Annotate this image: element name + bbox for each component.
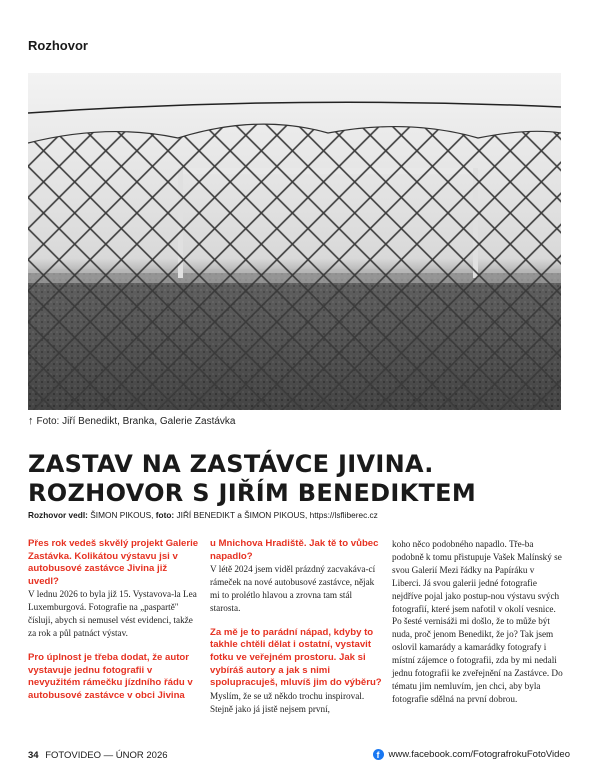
photo-label: foto: (155, 510, 175, 520)
page-number: 34 (28, 750, 39, 761)
facebook-url[interactable]: www.facebook.com/FotografrokuFotoVideo (388, 749, 570, 760)
article-column-1 (28, 538, 200, 702)
caption-text: Foto: Jiří Benedikt, Branka, Galerie Zastávka (36, 415, 236, 427)
interview-label: Rozhovor vedl: (28, 510, 88, 520)
fence-photo-image (28, 73, 561, 410)
answer-3: Myslím, že se už někdo trochu inspiroval. Stejně jako já jistě nejsem první, (210, 690, 365, 714)
facebook-icon: f (373, 749, 384, 760)
featured-photo (28, 73, 561, 410)
headline-line-1: ZASTAV NA ZASTÁVCE JIVINA. (28, 450, 434, 478)
question-2-continued: u Mnichova Hradiště. Jak tě to vůbec napadlo? (210, 538, 379, 562)
article-column-3 (392, 538, 564, 706)
page-footer (28, 750, 168, 761)
arrow-up-icon: ↑ (28, 415, 34, 427)
answer-1: V lednu 2026 to byla již 15. Vystavova-la Lea Luxemburgová. Fotografie na „paspartě" čísluji, abych si nemusel vést evidenci, takže za rok a půl patnáct výstav. (28, 589, 197, 639)
photo-names: JIŘÍ BENEDIKT a ŠIMON PIKOUS, (176, 510, 308, 520)
interview-name: ŠIMON PIKOUS, (90, 510, 154, 520)
question-1: Přes rok vedeš skvělý projekt Galerie Zastávka. Kolikátou výstavu jsi v autobusové zastávce Jivina již uvedl? (28, 538, 199, 587)
article-column-2 (210, 538, 382, 716)
answer-3-continued: koho něco podobného napadlo. Tře-ba podobně k tomu přistupuje Vašek Malínský se svou Galerií Mezi řádky na Papíráku v Liberci. Já svou galerii jedné fotografie nejdříve pojal jako postup-nou výstavu svých fotografií, které jsem nafotil v okolí vesnice. Po šesté vernisáži mi došlo, že to může být nuda, proč jenom Benedikt, že jo? Tak jsem oslovil kamarády a kamarádky fotografy i místní zájemce o fotografii, zda by mi nedali jednu fotografii ke zveřejnění na Zastávce. Do tématu jim nemluvím, jen chci, aby byla fotografie sdělná na první dobrou. (392, 539, 563, 704)
credits-url[interactable]: https://lsfliberec.cz (309, 510, 378, 520)
question-3: Za mě je to parádní nápad, kdyby to takhle chtěli dělat i ostatní, vystavit fotku ve veřejném prostoru. Jak si vybíráš autory a jak s nimi spolupracuješ, mluvíš jim do výběru? (210, 626, 382, 689)
answer-2: V létě 2024 jsem viděl prázdný zacvakáva-cí rámeček na nové autobusové zastávce, nějak mi to prolétlo hlavou a zrovna tam stál starosta. (210, 564, 376, 613)
headline-line-2: ROZHOVOR S JIŘÍM BENEDIKTEM (28, 479, 477, 507)
magazine-issue: FOTOVIDEO — ÚNOR 2026 (45, 750, 168, 761)
photo-caption (28, 415, 235, 427)
question-2: Pro úplnost je třeba dodat, že autor vystavuje jednu fotografii v nevyužitém rámečku jízdního řádu v autobusové zastávce v obci Jivina (28, 652, 193, 701)
article-headline (28, 450, 568, 508)
section-label: Rozhovor (28, 38, 88, 53)
article-credits (28, 510, 378, 520)
footer-social (373, 749, 570, 760)
